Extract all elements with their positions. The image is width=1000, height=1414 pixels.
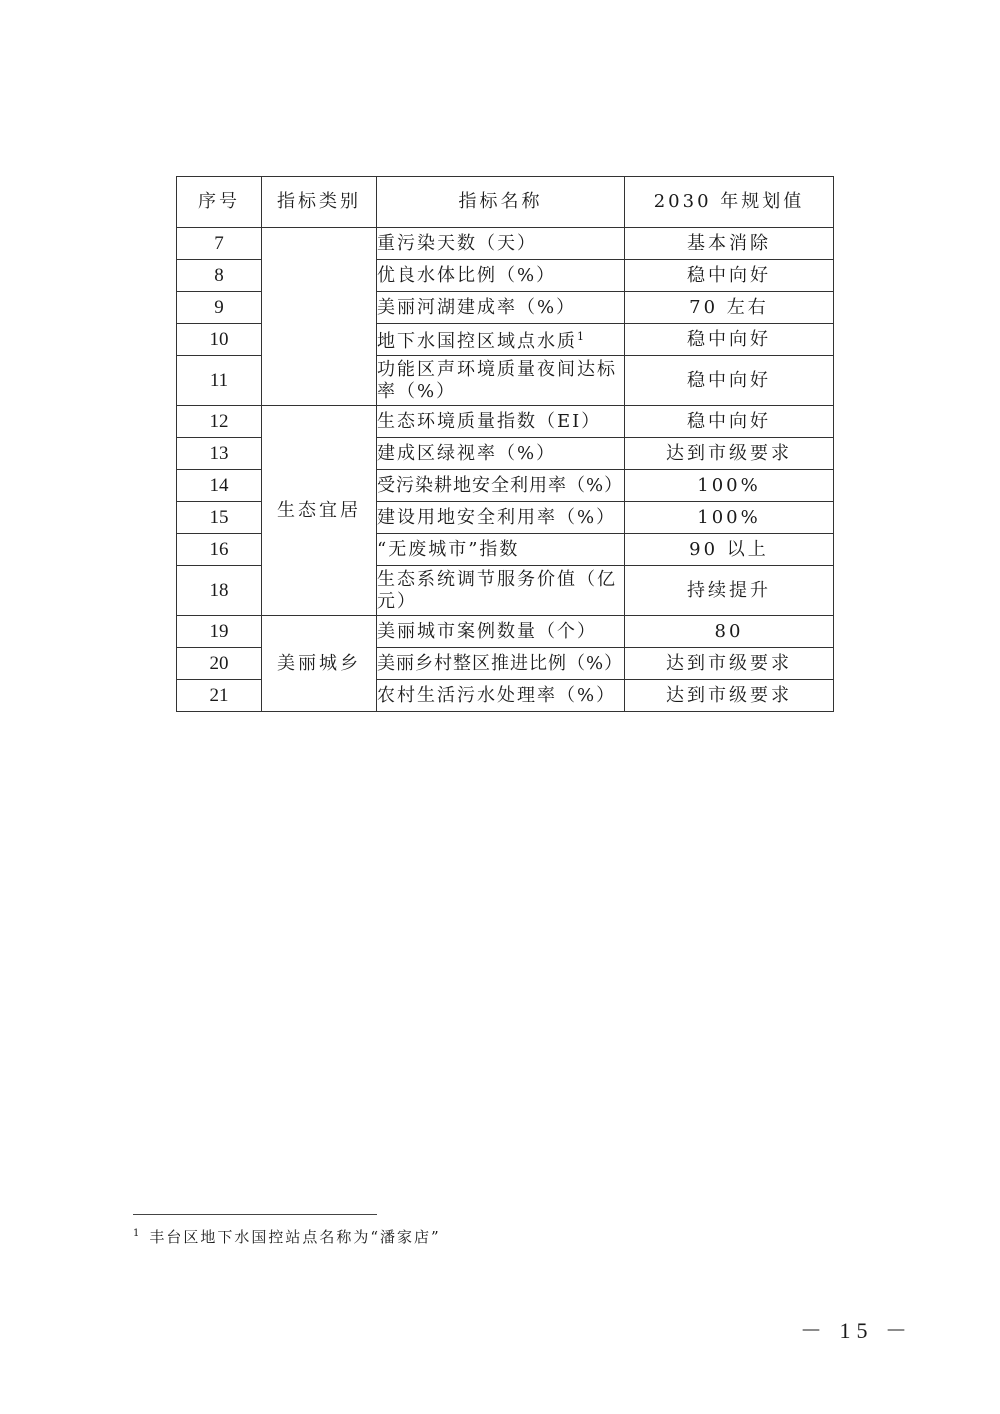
target-value: 90 以上 bbox=[625, 534, 834, 566]
indicator-name: 建设用地安全利用率（%） bbox=[377, 502, 625, 534]
header-category: 指标类别 bbox=[262, 177, 377, 228]
target-value: 80 bbox=[625, 616, 834, 648]
row-number: 9 bbox=[177, 292, 262, 324]
footnote-reference: 1 bbox=[577, 330, 586, 343]
row-number: 8 bbox=[177, 260, 262, 292]
row-number: 20 bbox=[177, 648, 262, 680]
target-value: 达到市级要求 bbox=[625, 438, 834, 470]
indicator-name: 农村生活污水处理率（%） bbox=[377, 680, 625, 712]
indicator-name: 生态环境质量指数（EI） bbox=[377, 406, 625, 438]
indicator-name: 受污染耕地安全利用率（%） bbox=[377, 470, 625, 502]
target-value: 70 左右 bbox=[625, 292, 834, 324]
row-number: 21 bbox=[177, 680, 262, 712]
target-value: 基本消除 bbox=[625, 228, 834, 260]
indicator-name: 美丽河湖建成率（%） bbox=[377, 292, 625, 324]
target-value: 达到市级要求 bbox=[625, 680, 834, 712]
indicator-name: 美丽乡村整区推进比例（%） bbox=[377, 648, 625, 680]
table-header-row bbox=[177, 177, 834, 228]
page-number: － 15 － bbox=[800, 1318, 914, 1343]
header-indicator-name: 指标名称 bbox=[377, 177, 625, 228]
table-row bbox=[177, 616, 834, 648]
table-row bbox=[177, 406, 834, 438]
category-cell: 美丽城乡 bbox=[262, 616, 377, 712]
target-value: 100% bbox=[625, 502, 834, 534]
category-cell: 生态宜居 bbox=[262, 406, 377, 616]
row-number: 7 bbox=[177, 228, 262, 260]
indicator-name: 建成区绿视率（%） bbox=[377, 438, 625, 470]
footnote-divider bbox=[133, 1214, 377, 1215]
row-number: 12 bbox=[177, 406, 262, 438]
indicator-name: 功能区声环境质量夜间达标率（%） bbox=[377, 356, 625, 406]
row-number: 15 bbox=[177, 502, 262, 534]
footnote-text: 丰台区地下水国控站点名称为“潘家店” bbox=[149, 1228, 441, 1246]
target-value: 持续提升 bbox=[625, 566, 834, 616]
indicator-name: “无废城市”指数 bbox=[377, 534, 625, 566]
indicator-name-text: 地下水国控区域点水质 bbox=[377, 331, 577, 352]
row-number: 10 bbox=[177, 324, 262, 356]
target-value: 稳中向好 bbox=[625, 406, 834, 438]
target-value: 稳中向好 bbox=[625, 260, 834, 292]
row-number: 19 bbox=[177, 616, 262, 648]
header-target-2030: 2030 年规划值 bbox=[625, 177, 834, 228]
row-number: 13 bbox=[177, 438, 262, 470]
row-number: 16 bbox=[177, 534, 262, 566]
header-serial-number: 序号 bbox=[177, 177, 262, 228]
target-value: 稳中向好 bbox=[625, 356, 834, 406]
row-number: 18 bbox=[177, 566, 262, 616]
category-cell bbox=[262, 228, 377, 406]
row-number: 14 bbox=[177, 470, 262, 502]
footnote bbox=[133, 1226, 441, 1247]
indicator-name: 优良水体比例（%） bbox=[377, 260, 625, 292]
target-value: 稳中向好 bbox=[625, 324, 834, 356]
indicator-name: 重污染天数（天） bbox=[377, 228, 625, 260]
indicator-name bbox=[377, 324, 625, 356]
footnote-mark: 1 bbox=[133, 1228, 142, 1239]
indicator-name: 生态系统调节服务价值（亿元） bbox=[377, 566, 625, 616]
row-number: 11 bbox=[177, 356, 262, 406]
table-row bbox=[177, 228, 834, 260]
target-value: 100% bbox=[625, 470, 834, 502]
indicator-name: 美丽城市案例数量（个） bbox=[377, 616, 625, 648]
indicator-table bbox=[176, 176, 834, 712]
target-value: 达到市级要求 bbox=[625, 648, 834, 680]
